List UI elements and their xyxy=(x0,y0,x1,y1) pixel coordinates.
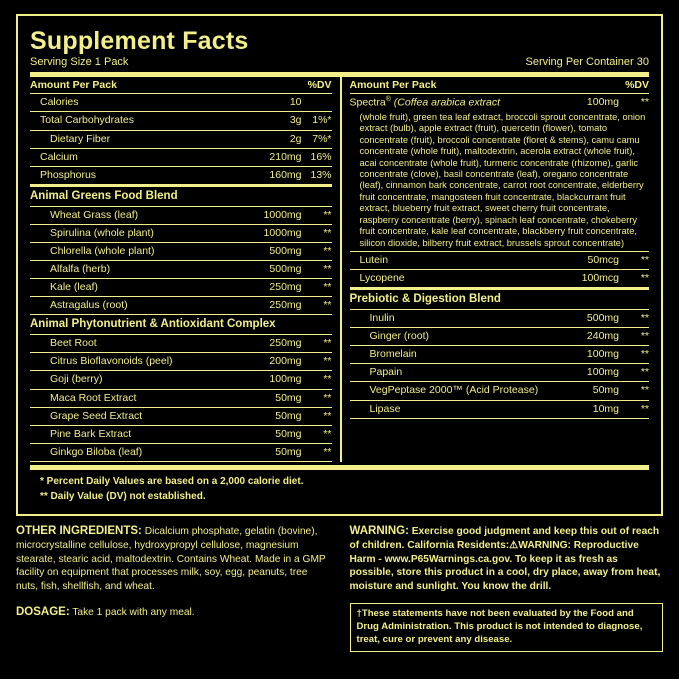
ingredient-dv: ** xyxy=(323,299,332,312)
spectra-brand: Spectra xyxy=(349,96,386,109)
nutrient-row xyxy=(30,131,332,149)
ingredient-dv: ** xyxy=(323,208,332,221)
ingredient-name: Pine Bark Extract xyxy=(50,427,132,440)
registered-icon: ® xyxy=(385,96,391,104)
nutrient-name: Total Carbohydrates xyxy=(40,114,134,127)
ingredient-name: Citrus Bioflavonoids (peel) xyxy=(50,355,173,368)
ingredient-dv: ** xyxy=(323,337,332,350)
spectra-description: (whole fruit), green tea leaf extract, broccoli sprout concentrate, onion extract (bulb), apple extract (fruit), quercetin (flower), tomato concentrate (fruit), broccoli concentrate (floret & stems), camu camu concentrate (whole fruit), maltodextrin, acerola extract (whole fruit), acai concentrate (whole fruit), turmeric concentrate (rhizome), garlic concentrate (clove), basil concentrate (leaf), oregano concentrate (leaf), cinnamon bark concentrate, carrot root concentrate, elderberry fruit concentrate, mangosteen fruit concentrate, blackcurrant fruit extract, blueberry fruit extract, sweet cherry fruit concentrate, raspberry concentrate (berry), spinach leaf concentrate, chokeberry fruit concentrate, kale leaf concentrate, blackberry fruit concentrate, silicon dioxide, bilberry fruit extract, brussels sprout concentrate) xyxy=(350,112,650,252)
blend-ingredient-row xyxy=(30,426,332,444)
ingredient-name: Papain xyxy=(369,366,403,379)
ingredient-name: Chlorella (whole plant) xyxy=(50,244,155,257)
blend-ingredient-row xyxy=(30,444,332,462)
servings-per-container: Serving Per Container 30 xyxy=(525,56,649,69)
warning-block xyxy=(340,524,664,652)
nutrient-amount: 210mg xyxy=(269,150,302,163)
ingredient-name: Astragalus (root) xyxy=(50,299,128,312)
nutrient-name: Phosphorus xyxy=(40,168,97,181)
other-ingredients xyxy=(16,524,330,593)
spectra-name xyxy=(350,96,574,110)
nutrient-row xyxy=(350,270,650,288)
ingredient-name: Maca Root Extract xyxy=(50,391,137,404)
ingredient-dv: ** xyxy=(640,330,649,343)
blend-title-phytonutrient: Animal Phytonutrient & Antioxidant Complex xyxy=(30,315,332,335)
blend-ingredient-row xyxy=(30,408,332,426)
facts-columns xyxy=(30,77,649,462)
nutrient-row xyxy=(30,112,332,130)
blend-ingredient-row xyxy=(350,401,650,419)
left-column-header xyxy=(30,77,332,94)
ingredient-dv: ** xyxy=(323,226,332,239)
ingredient-amount: 100mg xyxy=(269,373,302,386)
ingredient-name: Kale (leaf) xyxy=(50,281,98,294)
ingredient-name: Goji (berry) xyxy=(50,373,103,386)
ingredient-name: Beet Root xyxy=(50,337,97,350)
ingredient-name: Ginger (root) xyxy=(369,330,430,343)
ingredient-name: VegPeptase 2000™ (Acid Protease) xyxy=(369,384,539,397)
ingredient-dv: ** xyxy=(323,355,332,368)
ingredient-amount: 1000mg xyxy=(263,226,302,239)
ingredient-dv: ** xyxy=(323,244,332,257)
nutrient-amount: 3g xyxy=(289,114,302,127)
nutrient-name: Calories xyxy=(40,96,79,109)
nutrient-amount: 50mcg xyxy=(587,253,619,266)
ingredient-dv: ** xyxy=(323,263,332,276)
nutrient-dv: 16% xyxy=(310,150,332,163)
ingredient-dv: ** xyxy=(640,402,649,415)
ingredient-dv: ** xyxy=(323,427,332,440)
blend-ingredient-row xyxy=(30,390,332,408)
footnote-daily-values: * Percent Daily Values are based on a 2,000 calorie diet. xyxy=(40,476,304,488)
ingredient-amount: 250mg xyxy=(269,281,302,294)
ingredient-amount: 500mg xyxy=(586,311,619,324)
facts-panel xyxy=(16,14,663,516)
nutrient-row xyxy=(30,167,332,185)
ingredient-name: Grape Seed Extract xyxy=(50,409,143,422)
other-ingredients-label: OTHER INGREDIENTS: xyxy=(16,525,142,538)
ingredient-dv: ** xyxy=(323,445,332,458)
nutrient-dv: 1%* xyxy=(312,114,332,127)
blend-ingredient-row xyxy=(30,335,332,353)
ingredient-amount: 50mg xyxy=(275,391,302,404)
footnotes xyxy=(30,470,649,506)
ingredient-amount: 50mg xyxy=(275,427,302,440)
warning-text: Exercise good judgment and keep this out of reach of children. California Residents:⚠WARNING: Reproductive Harm - www.P65Warnings.ca.gov. To keep it as fresh as possible, store this product in a cool, dry place, away from heat, moisture and sunlight. You know the drill. xyxy=(349,526,661,592)
nutrient-row xyxy=(30,149,332,167)
blend-title-prebiotic: Prebiotic & Digestion Blend xyxy=(350,288,650,310)
serving-info xyxy=(30,56,649,68)
spectra-dv: ** xyxy=(640,96,649,109)
blend-ingredient-row xyxy=(30,225,332,243)
dosage xyxy=(16,605,330,620)
ingredient-name: Spirulina (whole plant) xyxy=(50,226,154,239)
nutrient-name: Dietary Fiber xyxy=(50,132,111,145)
page-title: Supplement Facts xyxy=(30,27,249,55)
serving-size: Serving Size 1 Pack xyxy=(30,56,129,69)
ingredient-dv: ** xyxy=(323,281,332,294)
blend-ingredient-row xyxy=(30,243,332,261)
blend-ingredient-row xyxy=(350,310,650,328)
ingredient-dv: ** xyxy=(640,384,649,397)
lower-section xyxy=(16,524,663,652)
ingredient-amount: 240mg xyxy=(586,330,619,343)
right-dv-header: %DV xyxy=(625,79,649,92)
blend-ingredient-row xyxy=(350,382,650,400)
blend-title-greens: Animal Greens Food Blend xyxy=(30,185,332,207)
dosage-label: DOSAGE: xyxy=(16,606,70,619)
warning-label: WARNING: xyxy=(349,525,409,538)
ingredient-amount: 1000mg xyxy=(263,208,302,221)
ingredient-dv: ** xyxy=(640,366,649,379)
spectra-latin: (Coffea arabica extract xyxy=(393,96,500,109)
ingredient-name: Bromelain xyxy=(369,348,417,361)
left-amount-header: Amount Per Pack xyxy=(30,79,117,92)
nutrient-name: Lutein xyxy=(359,253,389,266)
blend-ingredient-row xyxy=(350,346,650,364)
right-column-header xyxy=(350,77,650,94)
ingredient-dv: ** xyxy=(323,373,332,386)
ingredient-amount: 250mg xyxy=(269,299,302,312)
ingredient-amount: 50mg xyxy=(275,409,302,422)
ingredient-amount: 200mg xyxy=(269,355,302,368)
ingredient-name: Alfalfa (herb) xyxy=(50,263,111,276)
spectra-row xyxy=(350,94,650,112)
nutrient-row xyxy=(350,252,650,270)
nutrient-amount: 100mcg xyxy=(581,272,619,285)
nutrient-dv: ** xyxy=(640,253,649,266)
blend-ingredient-row xyxy=(30,261,332,279)
ingredient-dv: ** xyxy=(640,311,649,324)
other-ingredients-text: Dicalcium phosphate, gelatin (bovine), microcrystalline cellulose, hydroxypropyl cellulose, magnesium stearate, stearic acid, maltodextrin. Contains Wheat. Made in a GMP facility on equipment that processes milk, soy, egg, peanuts, tree nuts, fish, shellfish, and wheat. xyxy=(16,526,326,592)
ingredient-name: Ginkgo Biloba (leaf) xyxy=(50,445,143,458)
ingredient-amount: 500mg xyxy=(269,263,302,276)
nutrient-amount: 160mg xyxy=(269,168,302,181)
ingredient-amount: 250mg xyxy=(269,337,302,350)
right-column xyxy=(340,77,650,462)
left-column xyxy=(30,77,340,462)
blend-ingredient-row xyxy=(350,328,650,346)
fda-disclaimer: †These statements have not been evaluated by the Food and Drug Administration. This product is not intended to diagnose, treat, cure or prevent any disease. xyxy=(350,603,664,652)
ingredient-dv: ** xyxy=(323,409,332,422)
ingredient-name: Lipase xyxy=(369,402,401,415)
right-amount-header: Amount Per Pack xyxy=(349,79,437,92)
blend-ingredient-row xyxy=(30,297,332,315)
nutrient-amount: 10 xyxy=(289,96,302,109)
nutrient-amount: 2g xyxy=(289,132,302,145)
ingredient-amount: 100mg xyxy=(586,348,619,361)
ingredient-amount: 50mg xyxy=(592,384,619,397)
ingredient-amount: 500mg xyxy=(269,244,302,257)
other-ingredients-block xyxy=(16,524,340,652)
footnote-dv-not-established: ** Daily Value (DV) not established. xyxy=(40,490,206,502)
nutrient-name: Calcium xyxy=(40,150,78,163)
warning xyxy=(350,524,664,593)
blend-ingredient-row xyxy=(30,353,332,371)
blend-ingredient-row xyxy=(30,207,332,225)
nutrient-dv: 7%* xyxy=(312,132,332,145)
spectra-amount: 100mg xyxy=(586,96,619,109)
ingredient-amount: 10mg xyxy=(592,402,619,415)
ingredient-amount: 100mg xyxy=(586,366,619,379)
blend-ingredient-row xyxy=(30,371,332,389)
ingredient-name: Wheat Grass (leaf) xyxy=(50,208,139,221)
nutrient-dv: ** xyxy=(640,272,649,285)
blend-ingredient-row xyxy=(30,279,332,297)
ingredient-name: Inulin xyxy=(369,311,395,324)
nutrient-name: Lycopene xyxy=(359,272,405,285)
ingredient-dv: ** xyxy=(323,391,332,404)
dosage-text: Take 1 pack with any meal. xyxy=(69,607,195,619)
nutrient-row xyxy=(30,94,332,112)
ingredient-dv: ** xyxy=(640,348,649,361)
nutrient-dv: 13% xyxy=(310,168,332,181)
left-dv-header: %DV xyxy=(307,79,332,92)
blend-ingredient-row xyxy=(350,364,650,382)
ingredient-amount: 50mg xyxy=(275,445,302,458)
